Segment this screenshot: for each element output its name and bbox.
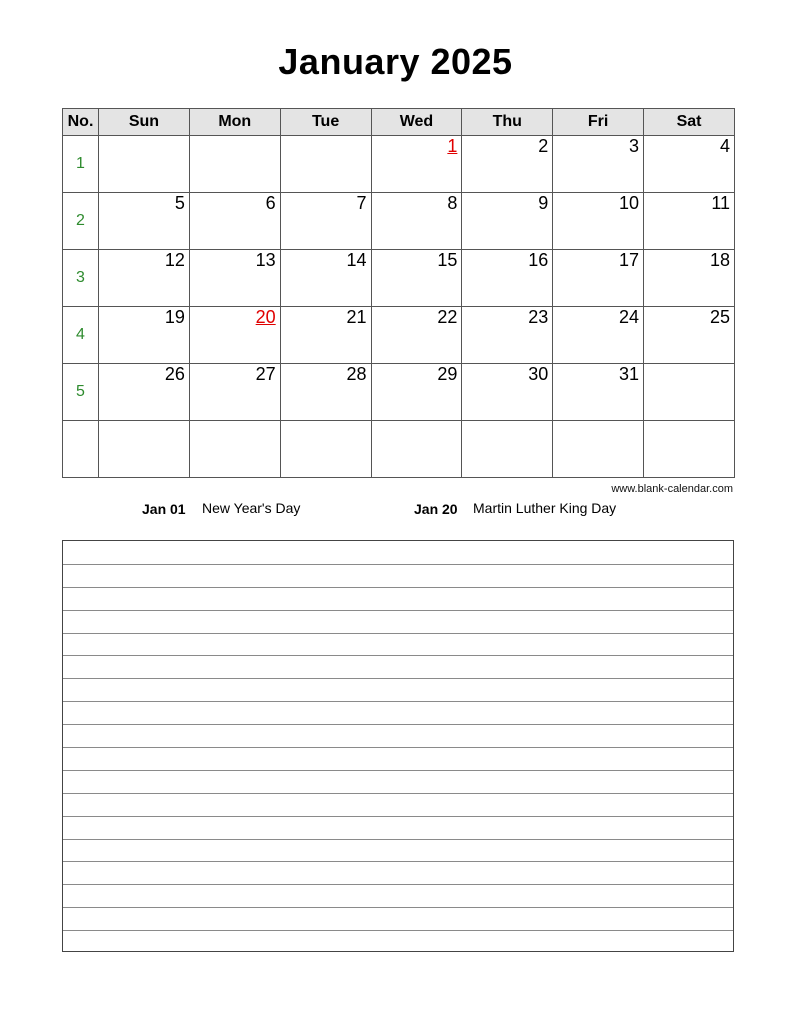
note-line [63,655,733,656]
day-cell[interactable] [644,250,735,307]
day-cell[interactable] [99,364,190,421]
day-cell[interactable] [553,193,644,250]
day-number: 11 [711,193,730,213]
day-cell[interactable] [280,421,371,478]
holiday-name: Martin Luther King Day [473,500,617,516]
day-number: 18 [709,250,730,270]
day-cell[interactable] [280,250,371,307]
day-cell[interactable] [189,193,280,250]
day-number: 17 [619,250,640,270]
header-fri: Fri [553,109,644,136]
website-credit: www.blank-calendar.com [611,483,733,495]
day-number: 13 [255,250,276,270]
week-number: 1 [63,136,99,193]
header-mon: Mon [189,109,280,136]
day-cell[interactable] [371,421,462,478]
day-cell[interactable] [644,136,735,193]
page-title: January 2025 [278,41,513,82]
day-number: 5 [174,193,185,213]
day-cell[interactable] [371,136,462,193]
holiday-date: Jan 01 [142,501,186,517]
note-line [63,861,733,862]
day-cell[interactable] [371,307,462,364]
note-line [63,633,733,634]
day-cell[interactable] [462,364,553,421]
day-number: 28 [346,364,367,384]
day-cell[interactable] [189,250,280,307]
week-number: 5 [63,364,99,421]
day-cell[interactable] [189,421,280,478]
day-number: 24 [619,307,640,327]
day-cell[interactable] [644,193,735,250]
day-cell[interactable] [280,136,371,193]
day-number: 10 [619,193,640,213]
day-cell[interactable] [371,364,462,421]
day-number: 9 [538,193,549,213]
day-cell[interactable] [280,193,371,250]
day-cell[interactable] [189,136,280,193]
note-line [63,701,733,702]
note-line [63,747,733,748]
week-number: 4 [63,307,99,364]
day-number: 29 [437,364,458,384]
week-number: 2 [63,193,99,250]
day-number: 21 [346,307,367,327]
note-line [63,907,733,908]
calendar-grid [62,108,735,478]
day-cell[interactable] [280,307,371,364]
calendar-header-row [63,109,735,136]
day-cell[interactable] [462,136,553,193]
day-cell[interactable] [371,193,462,250]
note-line [63,839,733,840]
note-line [63,724,733,725]
day-number: 25 [709,307,730,327]
header-thu: Thu [462,109,553,136]
day-cell[interactable] [462,193,553,250]
day-number: 1 [447,136,458,156]
day-number: 15 [437,250,458,270]
day-cell[interactable] [553,250,644,307]
day-cell[interactable] [189,307,280,364]
day-cell[interactable] [553,136,644,193]
week-number [63,421,99,478]
day-number: 8 [447,193,458,213]
note-line [63,678,733,679]
header-sun: Sun [99,109,190,136]
day-number: 16 [528,250,549,270]
day-cell[interactable] [99,421,190,478]
holiday-date: Jan 20 [414,501,458,517]
day-number: 31 [619,364,640,384]
day-number: 22 [437,307,458,327]
week-row [63,421,735,478]
note-line [63,884,733,885]
week-row [63,250,735,307]
day-cell[interactable] [99,136,190,193]
holiday-name: New Year's Day [202,500,301,516]
day-cell[interactable] [553,364,644,421]
note-line [63,793,733,794]
day-cell[interactable] [553,421,644,478]
day-number: 3 [629,136,640,156]
day-number: 2 [538,136,549,156]
day-number: 4 [719,136,730,156]
day-cell[interactable] [644,307,735,364]
day-number: 26 [164,364,185,384]
day-cell[interactable] [371,250,462,307]
day-cell[interactable] [462,421,553,478]
day-cell[interactable] [644,364,735,421]
day-cell[interactable] [99,250,190,307]
day-cell[interactable] [99,193,190,250]
header-wed: Wed [371,109,462,136]
day-cell[interactable] [99,307,190,364]
day-number: 12 [164,250,185,270]
header-week-number: No. [63,109,99,136]
day-cell[interactable] [644,421,735,478]
note-line [63,770,733,771]
note-line [63,610,733,611]
day-number: 20 [255,307,276,327]
day-number: 23 [528,307,549,327]
header-tue: Tue [280,109,371,136]
day-number: 27 [255,364,276,384]
day-cell[interactable] [280,364,371,421]
day-cell[interactable] [189,364,280,421]
note-line [63,816,733,817]
day-number: 7 [356,193,367,213]
day-cell[interactable] [462,250,553,307]
day-number: 30 [528,364,549,384]
note-line [63,564,733,565]
day-number: 6 [265,193,276,213]
day-cell[interactable] [553,307,644,364]
day-cell[interactable] [462,307,553,364]
notes-area[interactable] [62,540,734,952]
note-line [63,587,733,588]
header-sat: Sat [644,109,735,136]
day-number: 19 [164,307,185,327]
week-row [63,193,735,250]
day-number: 14 [346,250,367,270]
week-row [63,364,735,421]
week-row [63,307,735,364]
week-row [63,136,735,193]
note-line [63,930,733,931]
week-number: 3 [63,250,99,307]
